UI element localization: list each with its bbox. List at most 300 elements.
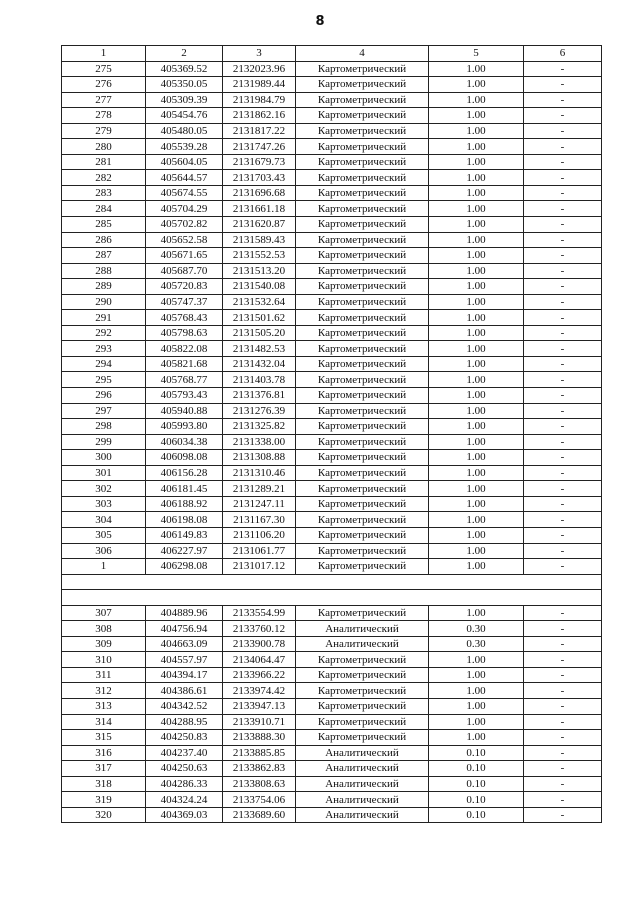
description-cell: - xyxy=(524,481,602,497)
x-coordinate-cell: 405940.88 xyxy=(146,403,223,419)
table-row xyxy=(62,123,602,139)
accuracy-cell: 0.10 xyxy=(429,745,524,761)
x-coordinate-cell: 404394.17 xyxy=(146,667,223,683)
table-row xyxy=(62,652,602,668)
method-cell: Картометрический xyxy=(296,450,429,466)
point-number-cell: 289 xyxy=(62,279,146,295)
table-row xyxy=(62,248,602,264)
description-cell: - xyxy=(524,683,602,699)
x-coordinate-cell: 406156.28 xyxy=(146,465,223,481)
table-row xyxy=(62,621,602,637)
method-cell: Картометрический xyxy=(296,108,429,124)
accuracy-cell: 1.00 xyxy=(429,605,524,621)
x-coordinate-cell: 404250.63 xyxy=(146,761,223,777)
y-coordinate-cell: 2133554.99 xyxy=(223,605,296,621)
point-number-cell: 278 xyxy=(62,108,146,124)
method-cell: Картометрический xyxy=(296,77,429,93)
y-coordinate-cell: 2131984.79 xyxy=(223,92,296,108)
point-number-cell: 286 xyxy=(62,232,146,248)
y-coordinate-cell: 2131482.53 xyxy=(223,341,296,357)
method-cell: Аналитический xyxy=(296,807,429,823)
table-row xyxy=(62,683,602,699)
method-cell: Картометрический xyxy=(296,356,429,372)
y-coordinate-cell: 2131679.73 xyxy=(223,154,296,170)
description-cell: - xyxy=(524,61,602,77)
x-coordinate-cell: 404756.94 xyxy=(146,621,223,637)
description-cell: - xyxy=(524,745,602,761)
method-cell: Картометрический xyxy=(296,61,429,77)
y-coordinate-cell: 2131276.39 xyxy=(223,403,296,419)
header-row xyxy=(62,46,602,62)
accuracy-cell: 1.00 xyxy=(429,123,524,139)
description-cell: - xyxy=(524,652,602,668)
accuracy-cell: 1.00 xyxy=(429,248,524,264)
x-coordinate-cell: 404342.52 xyxy=(146,698,223,714)
x-coordinate-cell: 405747.37 xyxy=(146,294,223,310)
method-cell: Картометрический xyxy=(296,512,429,528)
x-coordinate-cell: 406098.08 xyxy=(146,450,223,466)
point-number-cell: 310 xyxy=(62,652,146,668)
description-cell: - xyxy=(524,92,602,108)
x-coordinate-cell: 406149.83 xyxy=(146,527,223,543)
x-coordinate-cell: 404288.95 xyxy=(146,714,223,730)
accuracy-cell: 1.00 xyxy=(429,154,524,170)
x-coordinate-cell: 404889.96 xyxy=(146,605,223,621)
method-cell: Картометрический xyxy=(296,372,429,388)
method-cell: Картометрический xyxy=(296,559,429,575)
point-number-cell: 312 xyxy=(62,683,146,699)
accuracy-cell: 1.00 xyxy=(429,667,524,683)
method-cell: Картометрический xyxy=(296,154,429,170)
point-number-cell: 288 xyxy=(62,263,146,279)
table-row xyxy=(62,325,602,341)
description-cell: - xyxy=(524,465,602,481)
table-row xyxy=(62,294,602,310)
y-coordinate-cell: 2131403.78 xyxy=(223,372,296,388)
x-coordinate-cell: 404250.83 xyxy=(146,730,223,746)
empty-row xyxy=(62,574,602,590)
method-cell: Картометрический xyxy=(296,730,429,746)
accuracy-cell: 0.10 xyxy=(429,807,524,823)
accuracy-cell: 1.00 xyxy=(429,217,524,233)
header-cell: 2 xyxy=(146,46,223,62)
description-cell: - xyxy=(524,776,602,792)
table-row xyxy=(62,776,602,792)
table-row xyxy=(62,341,602,357)
y-coordinate-cell: 2131552.53 xyxy=(223,248,296,264)
y-coordinate-cell: 2133754.06 xyxy=(223,792,296,808)
accuracy-cell: 1.00 xyxy=(429,139,524,155)
table-row xyxy=(62,667,602,683)
x-coordinate-cell: 405671.65 xyxy=(146,248,223,264)
y-coordinate-cell: 2131589.43 xyxy=(223,232,296,248)
table-row xyxy=(62,372,602,388)
description-cell: - xyxy=(524,356,602,372)
y-coordinate-cell: 2133689.60 xyxy=(223,807,296,823)
accuracy-cell: 1.00 xyxy=(429,512,524,528)
point-number-cell: 309 xyxy=(62,636,146,652)
accuracy-cell: 1.00 xyxy=(429,185,524,201)
point-number-cell: 276 xyxy=(62,77,146,93)
method-cell: Картометрический xyxy=(296,543,429,559)
method-cell: Картометрический xyxy=(296,170,429,186)
method-cell: Картометрический xyxy=(296,714,429,730)
x-coordinate-cell: 405350.05 xyxy=(146,77,223,93)
table-row xyxy=(62,356,602,372)
accuracy-cell: 1.00 xyxy=(429,294,524,310)
point-number-cell: 280 xyxy=(62,139,146,155)
y-coordinate-cell: 2133974.42 xyxy=(223,683,296,699)
point-number-cell: 298 xyxy=(62,419,146,435)
header-cell: 1 xyxy=(62,46,146,62)
method-cell: Картометрический xyxy=(296,217,429,233)
x-coordinate-cell: 406227.97 xyxy=(146,543,223,559)
point-number-cell: 1 xyxy=(62,559,146,575)
table-section-a xyxy=(62,61,602,574)
accuracy-cell: 1.00 xyxy=(429,201,524,217)
point-number-cell: 320 xyxy=(62,807,146,823)
method-cell: Картометрический xyxy=(296,263,429,279)
x-coordinate-cell: 406188.92 xyxy=(146,496,223,512)
y-coordinate-cell: 2131862.16 xyxy=(223,108,296,124)
y-coordinate-cell: 2131017.12 xyxy=(223,559,296,575)
y-coordinate-cell: 2133760.12 xyxy=(223,621,296,637)
table-row xyxy=(62,481,602,497)
description-cell: - xyxy=(524,279,602,295)
accuracy-cell: 0.30 xyxy=(429,621,524,637)
description-cell: - xyxy=(524,807,602,823)
method-cell: Картометрический xyxy=(296,434,429,450)
y-coordinate-cell: 2133947.13 xyxy=(223,698,296,714)
table-row xyxy=(62,434,602,450)
y-coordinate-cell: 2131338.00 xyxy=(223,434,296,450)
accuracy-cell: 1.00 xyxy=(429,683,524,699)
table-row xyxy=(62,419,602,435)
description-cell: - xyxy=(524,698,602,714)
description-cell: - xyxy=(524,310,602,326)
table-row xyxy=(62,279,602,295)
point-number-cell: 311 xyxy=(62,667,146,683)
y-coordinate-cell: 2131106.20 xyxy=(223,527,296,543)
accuracy-cell: 1.00 xyxy=(429,279,524,295)
method-cell: Картометрический xyxy=(296,465,429,481)
empty-cell xyxy=(62,574,602,590)
y-coordinate-cell: 2131703.43 xyxy=(223,170,296,186)
table-row xyxy=(62,745,602,761)
accuracy-cell: 1.00 xyxy=(429,232,524,248)
y-coordinate-cell: 2133862.83 xyxy=(223,761,296,777)
x-coordinate-cell: 405454.76 xyxy=(146,108,223,124)
accuracy-cell: 0.10 xyxy=(429,761,524,777)
point-number-cell: 290 xyxy=(62,294,146,310)
y-coordinate-cell: 2131747.26 xyxy=(223,139,296,155)
method-cell: Картометрический xyxy=(296,92,429,108)
accuracy-cell: 1.00 xyxy=(429,403,524,419)
accuracy-cell: 1.00 xyxy=(429,372,524,388)
point-number-cell: 291 xyxy=(62,310,146,326)
description-cell: - xyxy=(524,388,602,404)
y-coordinate-cell: 2133885.85 xyxy=(223,745,296,761)
point-number-cell: 277 xyxy=(62,92,146,108)
x-coordinate-cell: 405309.39 xyxy=(146,92,223,108)
accuracy-cell: 1.00 xyxy=(429,61,524,77)
y-coordinate-cell: 2132023.96 xyxy=(223,61,296,77)
point-number-cell: 318 xyxy=(62,776,146,792)
method-cell: Картометрический xyxy=(296,496,429,512)
description-cell: - xyxy=(524,527,602,543)
description-cell: - xyxy=(524,559,602,575)
method-cell: Картометрический xyxy=(296,605,429,621)
accuracy-cell: 1.00 xyxy=(429,481,524,497)
method-cell: Картометрический xyxy=(296,201,429,217)
point-number-cell: 302 xyxy=(62,481,146,497)
description-cell: - xyxy=(524,636,602,652)
table-row xyxy=(62,232,602,248)
y-coordinate-cell: 2131325.82 xyxy=(223,419,296,435)
description-cell: - xyxy=(524,139,602,155)
method-cell: Картометрический xyxy=(296,248,429,264)
method-cell: Картометрический xyxy=(296,667,429,683)
y-coordinate-cell: 2131696.68 xyxy=(223,185,296,201)
y-coordinate-cell: 2133966.22 xyxy=(223,667,296,683)
description-cell: - xyxy=(524,77,602,93)
point-number-cell: 305 xyxy=(62,527,146,543)
point-number-cell: 294 xyxy=(62,356,146,372)
point-number-cell: 293 xyxy=(62,341,146,357)
header-cell: 4 xyxy=(296,46,429,62)
point-number-cell: 317 xyxy=(62,761,146,777)
description-cell: - xyxy=(524,232,602,248)
method-cell: Картометрический xyxy=(296,652,429,668)
x-coordinate-cell: 406198.08 xyxy=(146,512,223,528)
spacer-cell xyxy=(62,590,602,606)
x-coordinate-cell: 405768.43 xyxy=(146,310,223,326)
table-row xyxy=(62,217,602,233)
accuracy-cell: 1.00 xyxy=(429,419,524,435)
description-cell: - xyxy=(524,123,602,139)
x-coordinate-cell: 404324.24 xyxy=(146,792,223,808)
description-cell: - xyxy=(524,108,602,124)
y-coordinate-cell: 2131061.77 xyxy=(223,543,296,559)
accuracy-cell: 1.00 xyxy=(429,698,524,714)
point-number-cell: 307 xyxy=(62,605,146,621)
y-coordinate-cell: 2131540.08 xyxy=(223,279,296,295)
x-coordinate-cell: 404369.03 xyxy=(146,807,223,823)
accuracy-cell: 1.00 xyxy=(429,310,524,326)
method-cell: Картометрический xyxy=(296,527,429,543)
accuracy-cell: 1.00 xyxy=(429,450,524,466)
y-coordinate-cell: 2131247.11 xyxy=(223,496,296,512)
table-row xyxy=(62,108,602,124)
x-coordinate-cell: 405687.70 xyxy=(146,263,223,279)
x-coordinate-cell: 405604.05 xyxy=(146,154,223,170)
method-cell: Картометрический xyxy=(296,683,429,699)
method-cell: Аналитический xyxy=(296,745,429,761)
table-row xyxy=(62,465,602,481)
y-coordinate-cell: 2133900.78 xyxy=(223,636,296,652)
header-cell: 6 xyxy=(524,46,602,62)
x-coordinate-cell: 405369.52 xyxy=(146,61,223,77)
description-cell: - xyxy=(524,325,602,341)
point-number-cell: 282 xyxy=(62,170,146,186)
x-coordinate-cell: 405644.57 xyxy=(146,170,223,186)
x-coordinate-cell: 406298.08 xyxy=(146,559,223,575)
point-number-cell: 284 xyxy=(62,201,146,217)
table-row xyxy=(62,496,602,512)
accuracy-cell: 1.00 xyxy=(429,325,524,341)
page-number: 8 xyxy=(315,14,325,29)
description-cell: - xyxy=(524,170,602,186)
description-cell: - xyxy=(524,450,602,466)
method-cell: Картометрический xyxy=(296,279,429,295)
method-cell: Аналитический xyxy=(296,761,429,777)
method-cell: Аналитический xyxy=(296,776,429,792)
accuracy-cell: 1.00 xyxy=(429,434,524,450)
accuracy-cell: 1.00 xyxy=(429,77,524,93)
point-number-cell: 306 xyxy=(62,543,146,559)
method-cell: Картометрический xyxy=(296,341,429,357)
accuracy-cell: 1.00 xyxy=(429,388,524,404)
table-row xyxy=(62,403,602,419)
y-coordinate-cell: 2131310.46 xyxy=(223,465,296,481)
y-coordinate-cell: 2131167.30 xyxy=(223,512,296,528)
point-number-cell: 279 xyxy=(62,123,146,139)
x-coordinate-cell: 405704.29 xyxy=(146,201,223,217)
x-coordinate-cell: 405798.63 xyxy=(146,325,223,341)
description-cell: - xyxy=(524,621,602,637)
x-coordinate-cell: 404663.09 xyxy=(146,636,223,652)
y-coordinate-cell: 2131817.22 xyxy=(223,123,296,139)
method-cell: Картометрический xyxy=(296,232,429,248)
x-coordinate-cell: 405652.58 xyxy=(146,232,223,248)
table-row xyxy=(62,139,602,155)
accuracy-cell: 1.00 xyxy=(429,170,524,186)
description-cell: - xyxy=(524,730,602,746)
point-number-cell: 301 xyxy=(62,465,146,481)
table-section-b xyxy=(62,605,602,823)
description-cell: - xyxy=(524,294,602,310)
table-row xyxy=(62,185,602,201)
accuracy-cell: 1.00 xyxy=(429,356,524,372)
description-cell: - xyxy=(524,341,602,357)
method-cell: Картометрический xyxy=(296,388,429,404)
table-row xyxy=(62,388,602,404)
table-row xyxy=(62,714,602,730)
point-number-cell: 304 xyxy=(62,512,146,528)
y-coordinate-cell: 2131505.20 xyxy=(223,325,296,341)
table-row xyxy=(62,698,602,714)
description-cell: - xyxy=(524,248,602,264)
table-gap xyxy=(62,574,602,605)
x-coordinate-cell: 404557.97 xyxy=(146,652,223,668)
point-number-cell: 295 xyxy=(62,372,146,388)
description-cell: - xyxy=(524,496,602,512)
table-row xyxy=(62,77,602,93)
table-row xyxy=(62,605,602,621)
point-number-cell: 285 xyxy=(62,217,146,233)
y-coordinate-cell: 2131532.64 xyxy=(223,294,296,310)
y-coordinate-cell: 2131989.44 xyxy=(223,77,296,93)
y-coordinate-cell: 2131289.21 xyxy=(223,481,296,497)
method-cell: Картометрический xyxy=(296,698,429,714)
accuracy-cell: 1.00 xyxy=(429,543,524,559)
point-number-cell: 319 xyxy=(62,792,146,808)
table-row xyxy=(62,512,602,528)
y-coordinate-cell: 2133888.30 xyxy=(223,730,296,746)
point-number-cell: 314 xyxy=(62,714,146,730)
point-number-cell: 292 xyxy=(62,325,146,341)
method-cell: Картометрический xyxy=(296,403,429,419)
method-cell: Аналитический xyxy=(296,636,429,652)
y-coordinate-cell: 2131501.62 xyxy=(223,310,296,326)
accuracy-cell: 1.00 xyxy=(429,714,524,730)
method-cell: Аналитический xyxy=(296,792,429,808)
header-cell: 3 xyxy=(223,46,296,62)
point-number-cell: 283 xyxy=(62,185,146,201)
description-cell: - xyxy=(524,543,602,559)
y-coordinate-cell: 2131661.18 xyxy=(223,201,296,217)
accuracy-cell: 1.00 xyxy=(429,496,524,512)
method-cell: Картометрический xyxy=(296,310,429,326)
x-coordinate-cell: 405702.82 xyxy=(146,217,223,233)
x-coordinate-cell: 404286.33 xyxy=(146,776,223,792)
method-cell: Картометрический xyxy=(296,139,429,155)
y-coordinate-cell: 2131376.81 xyxy=(223,388,296,404)
description-cell: - xyxy=(524,605,602,621)
coordinates-table xyxy=(61,45,602,823)
table-row xyxy=(62,154,602,170)
accuracy-cell: 1.00 xyxy=(429,108,524,124)
x-coordinate-cell: 405793.43 xyxy=(146,388,223,404)
point-number-cell: 281 xyxy=(62,154,146,170)
description-cell: - xyxy=(524,714,602,730)
table-row xyxy=(62,450,602,466)
table-row xyxy=(62,170,602,186)
point-number-cell: 300 xyxy=(62,450,146,466)
description-cell: - xyxy=(524,201,602,217)
point-number-cell: 297 xyxy=(62,403,146,419)
method-cell: Картометрический xyxy=(296,325,429,341)
point-number-cell: 296 xyxy=(62,388,146,404)
table-row xyxy=(62,92,602,108)
description-cell: - xyxy=(524,419,602,435)
method-cell: Картометрический xyxy=(296,123,429,139)
accuracy-cell: 1.00 xyxy=(429,92,524,108)
table-row xyxy=(62,263,602,279)
y-coordinate-cell: 2133910.71 xyxy=(223,714,296,730)
method-cell: Картометрический xyxy=(296,419,429,435)
y-coordinate-cell: 2131513.20 xyxy=(223,263,296,279)
accuracy-cell: 0.10 xyxy=(429,776,524,792)
point-number-cell: 316 xyxy=(62,745,146,761)
x-coordinate-cell: 405821.68 xyxy=(146,356,223,372)
spacer-row xyxy=(62,590,602,606)
table-row xyxy=(62,201,602,217)
y-coordinate-cell: 2131620.87 xyxy=(223,217,296,233)
table-row xyxy=(62,543,602,559)
method-cell: Картометрический xyxy=(296,294,429,310)
x-coordinate-cell: 406034.38 xyxy=(146,434,223,450)
table-row xyxy=(62,761,602,777)
accuracy-cell: 1.00 xyxy=(429,652,524,668)
table-row xyxy=(62,559,602,575)
table-row xyxy=(62,807,602,823)
table-row xyxy=(62,61,602,77)
point-number-cell: 275 xyxy=(62,61,146,77)
description-cell: - xyxy=(524,372,602,388)
method-cell: Картометрический xyxy=(296,481,429,497)
description-cell: - xyxy=(524,792,602,808)
